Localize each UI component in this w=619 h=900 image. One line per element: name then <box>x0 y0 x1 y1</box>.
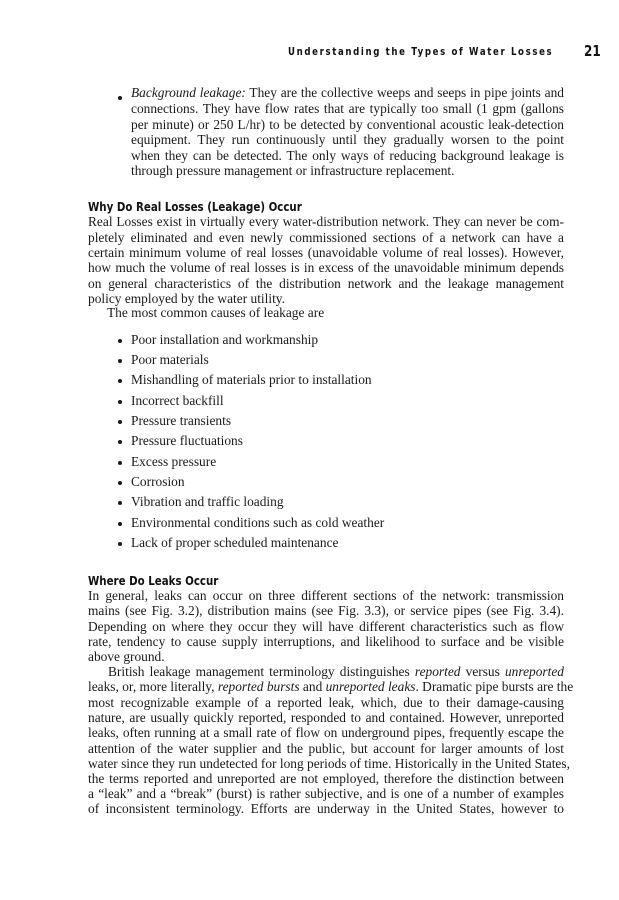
bullet-line: Background leakage: They are the collective weeps and seeps in pipe joints and <box>131 85 564 100</box>
bullet-line: through pressure management or infrastructure replacement. <box>131 163 455 178</box>
paragraph-line: how much the volume of real losses is in excess of the unavoidable minimum depends <box>88 260 564 275</box>
paragraph-line: a “leak” and a “break” (burst) is rather subjective, and is one of a number of examples <box>88 786 564 801</box>
document-page: Understanding the Types of Water Losses 21 Background leakage: They are the collective weeps and seeps in pipe joints and connections. They have flow rates that are typically too small (1 gpm (gallons per minute) or 250 L/hr) to be detected by conventional acoustic leak-detection equipment. They run continuously until they gradually worsen to the point when they can be detected. The only ways of reducing background leakage is through pressure management or infrastructure replacement. Why Do Real Losses (Leakage) Occur Real Losses exist in virtually every water-distribution network. They can never be com- pletely eliminated and even newly commissioned sections of a network can have a certain minimum volume of real losses (unavoidable volume of real losses). However, how much the volume of real losses is in excess of the unavoidable minimum depends on general characteristics of the distribution network and the leakage management policy employed by the water utility. The most common causes of leakage are Poor installation and workmanship Poor materials Mishandling of materials prior to installation Incorrect backfill Pressure transients Pressure fluctuations Excess pressure Corrosion Vibration and traffic loading Environmental conditions such as cold weather Lack of proper scheduled maintenance Where Do Leaks Occur In general, leaks can occur on three different sections of the network: transmission mains (see Fig. 3.2), distribution mains (see Fig. 3.3), or service pipes (see Fig. 3.4). Depending on where they occur they will have different characteristics such as flow rate, tendency to cause supply interruptions, and likelihood to surface and be visible above ground. British leakage management terminology distinguishes reported versus unreported leaks, or, more literally, reported bursts and unreported leaks. Dramatic pipe bursts are the most recognizable example of a reported leak, which, due to their damage-causing nature, are usually quickly reported, responded to and contained. However, unreported leaks, often running at a small rate of flow on underground pipes, frequently escape the attention of the water supplier and the public, but account for larger amounts of lost water since they run undetected for long periods of time. Historically in the United States, the terms reported and unreported are not employed, therefore the distinction between a “leak” and a “break” (burst) is rather subjective, and is one of a number of examples of inconsistent terminology. Efforts are underway in the United States, however to <box>88 42 601 816</box>
bullet-icon <box>118 379 122 383</box>
section-heading-why: Why Do Real Losses (Leakage) Occur <box>88 199 302 214</box>
bullet-icon <box>118 400 122 404</box>
list-intro: The most common causes of leakage are <box>107 305 325 320</box>
bullet-line: equipment. They run continuously until they gradually worsen to the point <box>131 132 564 147</box>
paragraph-line: the terms reported and unreported are not employed, therefore the distinction between <box>88 771 564 786</box>
bullet-line: per minute) or 250 L/hr) to be detected by conventional acoustic leak-detection <box>131 117 564 132</box>
bullet-icon <box>118 522 122 526</box>
paragraph-line: policy employed by the water utility. <box>88 291 285 306</box>
paragraph-line: most recognizable example of a reported leak, which, due to their damage-causing <box>88 695 564 710</box>
bullet-icon <box>118 420 122 424</box>
bullet-icon <box>118 440 122 444</box>
paragraph-line: attention of the water supplier and the public, but account for larger amounts of lost <box>88 741 564 756</box>
paragraph-line: of inconsistent terminology. Efforts are underway in the United States, however to <box>88 801 564 816</box>
paragraph-line: on general characteristics of the distribution network and the leakage management <box>88 276 564 291</box>
paragraph-line: mains (see Fig. 3.2), distribution mains (see Fig. 3.3), or service pipes (see Fig. 3.4). <box>88 603 564 618</box>
section-heading-where: Where Do Leaks Occur <box>88 573 219 588</box>
paragraph-line: nature, are usually quickly reported, responded to and contained. However, unreported <box>88 710 564 725</box>
bullet-icon <box>118 501 122 505</box>
paragraph-line: rate, tendency to cause supply interruptions, and likelihood to surface and be visible <box>88 634 564 649</box>
paragraph-line: pletely eliminated and even newly commissioned sections of a network can have a <box>88 230 564 245</box>
bullet-icon <box>118 481 122 485</box>
paragraph-line: certain minimum volume of real losses (unavoidable volume of real losses). However, <box>88 245 564 260</box>
bullet-icon <box>118 461 122 465</box>
paragraph-line: leaks, often running at a small rate of flow on underground pipes, frequently escape the <box>88 725 564 740</box>
term-label: Background leakage: <box>131 85 246 100</box>
bullet-icon <box>118 359 122 363</box>
paragraph-line: water since they run undetected for long periods of time. Historically in the United States, <box>88 756 570 771</box>
running-head-title: Understanding the Types of Water Losses <box>288 45 554 58</box>
bullet-icon <box>118 96 122 100</box>
paragraph-line: British leakage management terminology distinguishes reported versus unreported <box>108 664 564 679</box>
bullet-line: connections. They have flow rates that are typically too small (1 gpm (gallons <box>131 101 564 116</box>
bullet-icon <box>118 339 122 343</box>
bullet-icon <box>118 542 122 546</box>
paragraph-line: Depending on where they occur they will have different characteristics such as flow <box>88 619 564 634</box>
paragraph-line: above ground. <box>88 649 165 664</box>
paragraph-line: Real Losses exist in virtually every water-distribution network. They can never be com- <box>88 214 564 229</box>
bullet-line: when they can be detected. The only ways of reducing background leakage is <box>131 148 564 163</box>
page-number: 21 <box>584 42 601 60</box>
paragraph-line: leaks, or, more literally, reported bursts and unreported leaks. Dramatic pipe bursts are the <box>88 679 574 694</box>
paragraph-line: In general, leaks can occur on three different sections of the network: transmission <box>88 588 564 603</box>
